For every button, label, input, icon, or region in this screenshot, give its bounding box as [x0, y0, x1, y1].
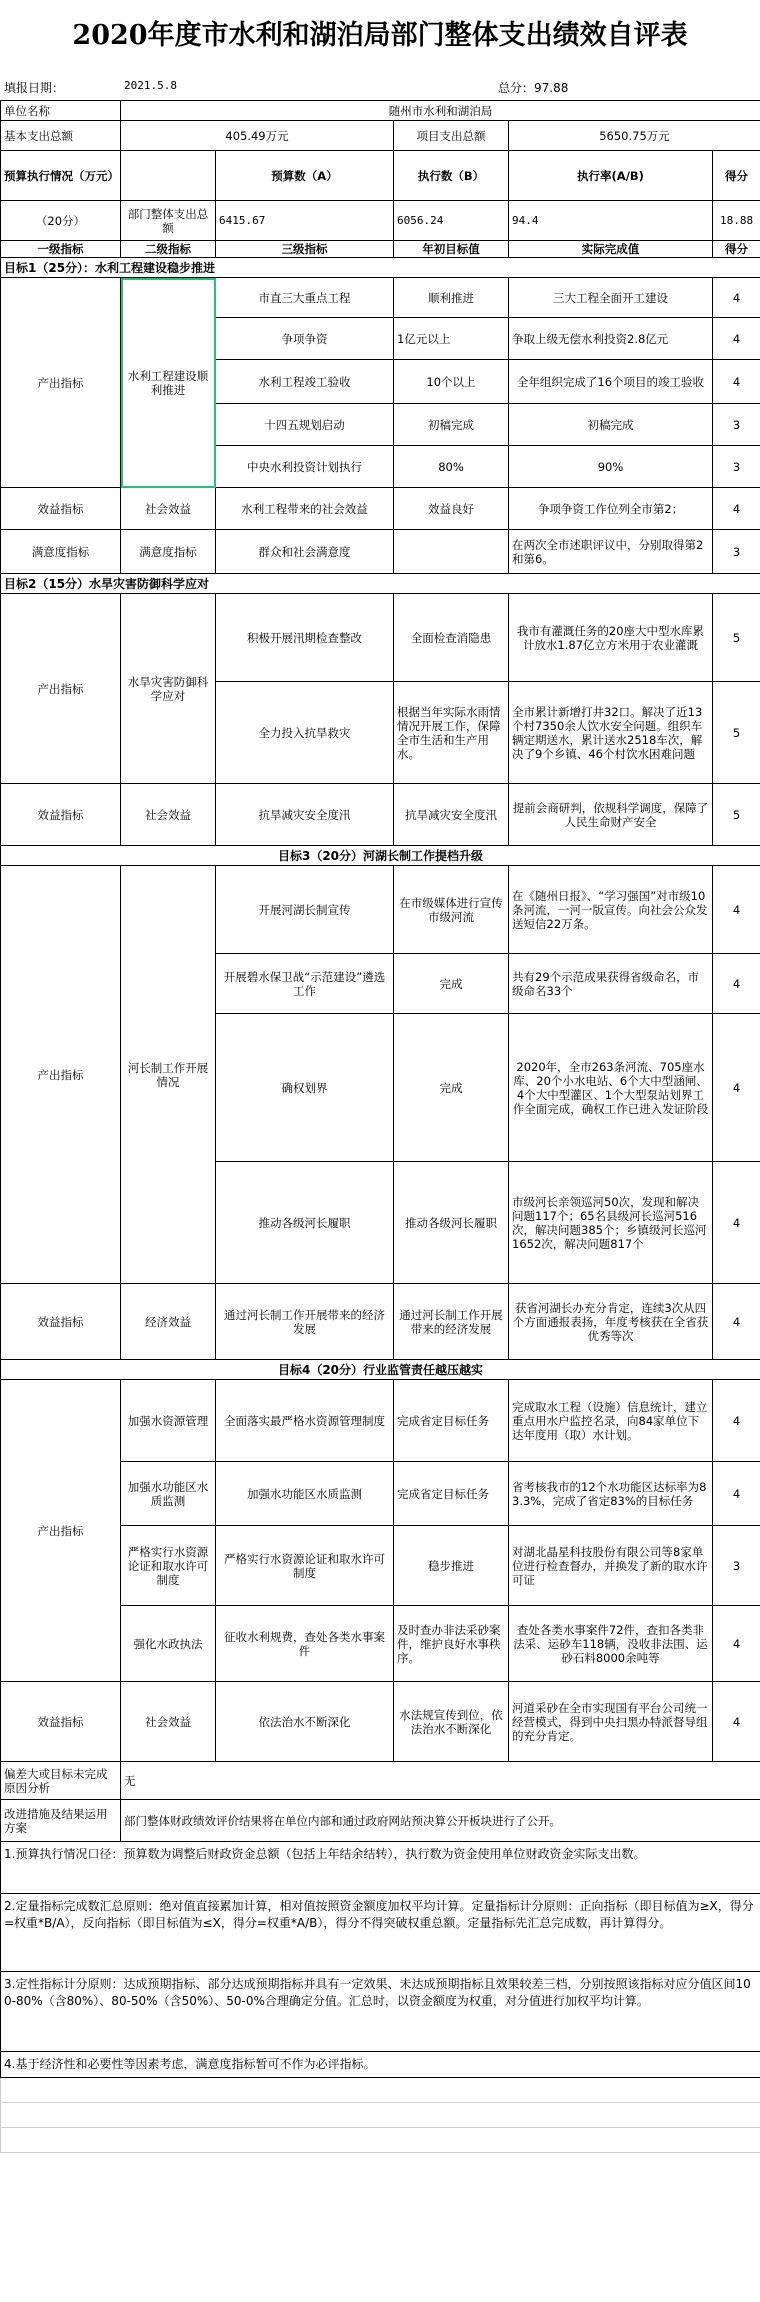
goal1-title-row [1, 258, 760, 278]
target-cell [394, 530, 509, 574]
col-l1: 一级指标 [1, 241, 121, 258]
goal3-title-row [1, 846, 760, 866]
goal1-title: 目标1（25分）：水利工程建设稳步推进 [1, 258, 760, 278]
score-cell: 4 [713, 866, 760, 954]
l1-cell: 效益指标 [1, 1284, 121, 1360]
target-cell: 初稿完成 [394, 404, 509, 446]
table-row [1, 784, 760, 846]
blank-row [1, 2078, 760, 2103]
l3-cell: 推动各级河长履职 [216, 1162, 394, 1284]
l3-cell: 开展碧水保卫战“示范建设”遴选工作 [216, 954, 394, 1014]
score-cell: 4 [713, 488, 760, 530]
project-expense-label: 项目支出总额 [394, 121, 509, 151]
deviation-row [1, 1762, 760, 1800]
target-cell: 通过河长制工作开展带来的经济发展 [394, 1284, 509, 1360]
l2-cell: 社会效益 [121, 1682, 216, 1762]
score-cell: 4 [713, 1380, 760, 1462]
note-row [1, 1842, 760, 1894]
l2-cell: 严格实行水资源论证和取水许可制度 [121, 1526, 216, 1606]
total-score-value: 97.88 [534, 81, 569, 95]
goal1-l2-output[interactable]: 水利工程建设顺利推进 [121, 278, 216, 488]
goal4-output-label: 产出指标 [1, 1380, 121, 1682]
score-cell: 5 [713, 784, 760, 846]
score-cell: 5 [713, 594, 760, 682]
l1-cell: 效益指标 [1, 784, 121, 846]
actual-cell: 查处各类水事案件72件，查扣各类非法采、运砂车118辆，没收非法围、运砂石料8000余吨等 [509, 1606, 713, 1682]
score-cell: 4 [713, 1462, 760, 1526]
column-header-row [1, 241, 760, 258]
score-cell: 4 [713, 318, 760, 360]
total-score-label: 总分： [498, 81, 535, 95]
l3-cell: 抗旱减灾安全度汛 [216, 784, 394, 846]
table-row [1, 866, 760, 954]
actual-cell: 在两次全市述职评议中，分别取得第2和第6。 [509, 530, 713, 574]
score-cell: 3 [713, 530, 760, 574]
actual-cell: 提前会商研判，依规科学调度，保障了人民生命财产安全 [509, 784, 713, 846]
deviation-value: 无 [121, 1762, 760, 1800]
goal1-output-label: 产出指标 [1, 278, 121, 488]
actual-cell: 在《随州日报》、“学习强国”对市级10条河流，一河一版宣传。向社会公众发送短信22万条。 [509, 866, 713, 954]
target-cell: 推动各级河长履职 [394, 1162, 509, 1284]
l3-cell: 征收水利规费，查处各类水事案件 [216, 1606, 394, 1682]
actual-cell: 对湖北晶星科技股份有限公司等8家单位进行检查督办，并换发了新的取水许可证 [509, 1526, 713, 1606]
actual-cell: 市级河长亲领巡河50次，发现和解决问题117个；65名县级河长巡河516次，解决问题385个；乡镇级河长巡河1652次，解决问题817个 [509, 1162, 713, 1284]
l2-cell: 满意度指标 [121, 530, 216, 574]
target-cell: 在市级媒体进行宣传市级河流 [394, 866, 509, 954]
actual-cell: 我市有灌溉任务的20座大中型水库累计放水1.87亿立方米用于农业灌溉 [509, 594, 713, 682]
actual-cell: 2020年，全市263条河流、705座水库、20个小水电站、6个大中型涵闸、4个大中型灌区、1个大型泵站划界工作全面完成，确权工作已进入发证阶段 [509, 1014, 713, 1162]
unit-value: 随州市水利和湖泊局 [121, 101, 760, 121]
budget-header-label: 预算执行情况（万元） [1, 151, 121, 201]
goal2-title-row [1, 574, 760, 594]
l3-cell: 严格实行水资源论证和取水许可制度 [216, 1526, 394, 1606]
l3-cell: 依法治水不断深化 [216, 1682, 394, 1762]
table-row [1, 488, 760, 530]
target-cell: 完成 [394, 1014, 509, 1162]
l3-cell: 水利工程竣工验收 [216, 360, 394, 404]
basic-expense-label: 基本支出总额 [1, 121, 121, 151]
unit-row [1, 101, 760, 121]
budget-value: 6415.67 [216, 201, 394, 241]
score-cell: 4 [713, 954, 760, 1014]
total-score [498, 79, 568, 96]
note-row [1, 2052, 760, 2078]
goal3-title: 目标3（20分）河湖长制工作提档升级 [1, 846, 760, 866]
l2-cell: 加强水功能区水质监测 [121, 1462, 216, 1526]
target-cell: 完成省定目标任务 [394, 1380, 509, 1462]
improve-row [1, 1800, 760, 1842]
l3-cell: 开展河湖长制宣传 [216, 866, 394, 954]
l1-cell: 满意度指标 [1, 530, 121, 574]
table-row [1, 594, 760, 682]
actual-cell: 90% [509, 446, 713, 488]
score-cell: 4 [713, 1162, 760, 1284]
l3-cell: 全面落实最严格水资源管理制度 [216, 1380, 394, 1462]
improve-value: 部门整体财政绩效评价结果将在单位内部和通过政府网站预决算公开板块进行了公开。 [121, 1800, 760, 1842]
l3-cell: 通过河长制工作开展带来的经济发展 [216, 1284, 394, 1360]
improve-label: 改进措施及结果运用方案 [1, 1800, 121, 1842]
score-cell: 4 [713, 1284, 760, 1360]
score-cell: 4 [713, 360, 760, 404]
target-cell: 10个以上 [394, 360, 509, 404]
actual-cell: 初稿完成 [509, 404, 713, 446]
executed-value: 6056.24 [394, 201, 509, 241]
score-cell: 4 [713, 1014, 760, 1162]
l3-cell: 争项争资 [216, 318, 394, 360]
score-cell: 4 [713, 1606, 760, 1682]
l3-cell: 水利工程带来的社会效益 [216, 488, 394, 530]
target-cell: 80% [394, 446, 509, 488]
score-cell: 4 [713, 1682, 760, 1762]
l2-cell: 社会效益 [121, 488, 216, 530]
target-cell: 1亿元以上 [394, 318, 509, 360]
goal4-title-row [1, 1360, 760, 1380]
target-cell: 水法规宣传到位，依法治水不断深化 [394, 1682, 509, 1762]
l2-cell: 社会效益 [121, 784, 216, 846]
score-cell: 3 [713, 1526, 760, 1606]
target-cell: 完成省定目标任务 [394, 1462, 509, 1526]
goal2-output-label: 产出指标 [1, 594, 121, 784]
table-row [1, 1682, 760, 1762]
note-row [1, 1894, 760, 1972]
l1-cell: 效益指标 [1, 488, 121, 530]
note-row [1, 1972, 760, 2052]
target-cell: 抗旱减灾安全度汛 [394, 784, 509, 846]
l2-cell: 加强水资源管理 [121, 1380, 216, 1462]
expense-row [1, 121, 760, 151]
actual-cell: 共有29个示范成果获得省级命名，市级命名33个 [509, 954, 713, 1014]
col-target: 年初目标值 [394, 241, 509, 258]
l2-cell: 经济效益 [121, 1284, 216, 1360]
l3-cell: 全力投入抗旱救灾 [216, 682, 394, 784]
table-row [1, 530, 760, 574]
note-3: 3.定性指标计分原则：达成预期指标、部分达成预期指标并具有一定效果、未达成预期指标且效果较差三档，分别按照该指标对应分值区间100-80%（含80%）、80-50%（含50%）、50-0%合理确定分值。汇总时，以资金额度为权重，对分值进行加权平均计算。 [1, 1972, 760, 2052]
l2-cell: 强化水政执法 [121, 1606, 216, 1682]
score-cell: 3 [713, 446, 760, 488]
l3-cell: 中央水利投资计划执行 [216, 446, 394, 488]
unit-label: 单位名称 [1, 101, 121, 121]
score-cell: 5 [713, 682, 760, 784]
blank-row [1, 2103, 760, 2128]
l3-cell: 积极开展汛期检查整改 [216, 594, 394, 682]
budget-header-score: 得分 [713, 151, 760, 201]
note-1: 1.预算执行情况口径：预算数为调整后财政资金总额（包括上年结余结转），执行数为资金使用单位财政资金实际支出数。 [1, 1842, 760, 1894]
actual-cell: 全年组织完成了16个项目的竣工验收 [509, 360, 713, 404]
l3-cell: 群众和社会满意度 [216, 530, 394, 574]
goal2-title: 目标2（15分）水旱灾害防御科学应对 [1, 574, 760, 594]
l3-cell: 确权划界 [216, 1014, 394, 1162]
table-row [1, 278, 760, 318]
goal3-l2-output: 河长制工作开展情况 [121, 866, 216, 1284]
l3-cell: 加强水功能区水质监测 [216, 1462, 394, 1526]
actual-cell: 获省河湖长办充分肯定，连续3次从四个方面通报表扬，年度考核获在全省获优秀等次 [509, 1284, 713, 1360]
actual-cell: 三大工程全面开工建设 [509, 278, 713, 318]
col-actual: 实际完成值 [509, 241, 713, 258]
budget-name: 部门整体支出总额 [121, 201, 216, 241]
col-l3: 三级指标 [216, 241, 394, 258]
goal4-title: 目标4（20分）行业监管责任越压越实 [1, 1360, 760, 1380]
score-cell: 4 [713, 278, 760, 318]
l3-cell: 市直三大重点工程 [216, 278, 394, 318]
goal3-output-label: 产出指标 [1, 866, 121, 1284]
actual-cell: 全市累计新增打井32口。解决了近13个村7350余人饮水安全问题。组织车辆定期送水，累计送水2518车次，解决了9个乡镇、46个村饮水困难问题 [509, 682, 713, 784]
table-row [1, 1380, 760, 1462]
note-2: 2.定量指标完成数汇总原则：绝对值直接累加计算，相对值按照资金额度加权平均计算。定量指标计分原则：正向指标（即目标值为≥X，得分=权重*B/A），反向指标（即目标值为≤X，得分=权重*A/B），得分不得突破权重总额。定量指标先汇总完成数，再计算得分。 [1, 1894, 760, 1972]
target-cell: 完成 [394, 954, 509, 1014]
blank-row [1, 2128, 760, 2153]
col-score: 得分 [713, 241, 760, 258]
target-cell: 全面检查消隐患 [394, 594, 509, 682]
target-cell: 效益良好 [394, 488, 509, 530]
table-row [1, 1284, 760, 1360]
l3-cell: 十四五规划启动 [216, 404, 394, 446]
actual-cell: 省考核我市的12个水功能区达标率为83.3%，完成了省定83%的目标任务 [509, 1462, 713, 1526]
actual-cell: 完成取水工程（设施）信息统计，建立重点用水户监控名录，向84家单位下达年度用（取）水计划。 [509, 1380, 713, 1462]
actual-cell: 争取上级无偿水利投资2.8亿元 [509, 318, 713, 360]
budget-row [1, 201, 760, 241]
target-cell: 稳步推进 [394, 1526, 509, 1606]
target-cell: 根据当年实际水雨情情况开展工作，保障全市生活和生产用水。 [394, 682, 509, 784]
budget-weight: （20分） [1, 201, 121, 241]
deviation-label: 偏差大或目标未完成原因分析 [1, 1762, 121, 1800]
basic-expense-value: 405.49万元 [121, 121, 394, 151]
budget-header-rate: 执行率(A/B) [509, 151, 713, 201]
score-cell: 3 [713, 404, 760, 446]
rate-value: 94.4 [509, 201, 713, 241]
target-cell: 顺利推进 [394, 278, 509, 318]
target-cell: 及时查办非法采砂案件，维护良好水事秩序。 [394, 1606, 509, 1682]
budget-score: 18.88 [713, 201, 760, 241]
budget-header-budget: 预算数（A） [216, 151, 394, 201]
meta-row [0, 72, 760, 100]
budget-header-executed: 执行数（B） [394, 151, 509, 201]
note-4: 4.基于经济性和必要性等因素考虑，满意度指标暂可不作为必评指标。 [1, 2052, 760, 2078]
col-l2: 二级指标 [121, 241, 216, 258]
fill-date-value: 2021.5.8 [124, 79, 177, 92]
project-expense-value: 5650.75万元 [509, 121, 760, 151]
main-table [0, 100, 760, 2153]
actual-cell: 争项争资工作位列全市第2； [509, 488, 713, 530]
page-title: 2020年度市水利和湖泊局部门整体支出绩效自评表 [72, 20, 688, 51]
actual-cell: 河道采砂在全市实现国有平台公司统一经营模式，得到中央扫黑办特派督导组的充分肯定。 [509, 1682, 713, 1762]
budget-header-row [1, 151, 760, 201]
goal2-l2-output: 水旱灾害防御科学应对 [121, 594, 216, 784]
fill-date-label: 填报日期： [4, 81, 65, 95]
l1-cell: 效益指标 [1, 1682, 121, 1762]
